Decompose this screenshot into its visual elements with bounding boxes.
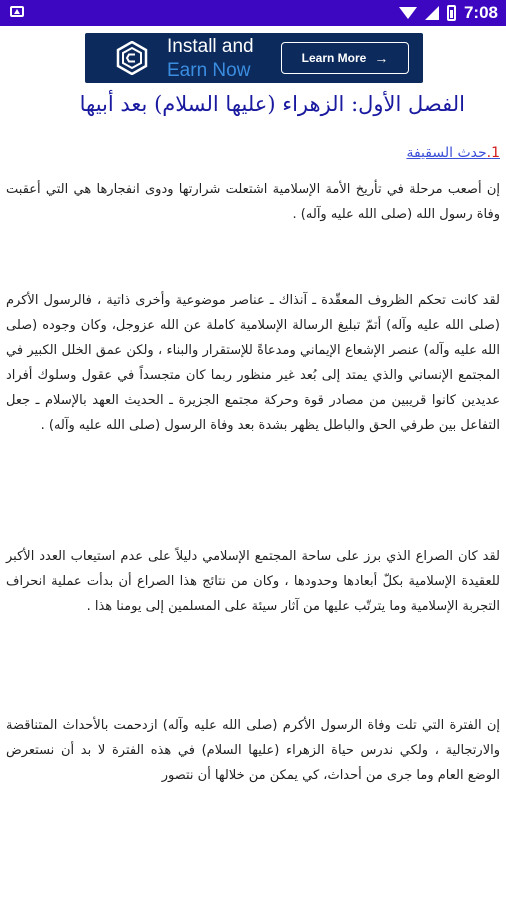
paragraph-3: لقد كان الصراع الذي برز على ساحة المجتمع الإسلامي دليلاً على عدم استيعاب العدد الأكبر للعقيدة الإسلامية بكلّ أبعادها وحدودها ، وكان من نتائج هذا الصراع أن بدأت عملية انحراف التجربة الإسلامية وما يترتّب عليها من آثار سيئة على المسلمين إلى يومنا هذا . <box>6 549 500 614</box>
wifi-icon <box>399 7 417 19</box>
section-link-label: حدث السقيفة <box>406 145 487 161</box>
signal-icon <box>425 6 439 20</box>
section-number: 1. <box>486 145 500 161</box>
paragraph-2: لقد كانت تحكم الظروف المعقّدة ـ آنذاك ـ عناصر موضوعية وأخرى ذاتية ، فالرسول الأكرم (صلى الله عليه وآله) أتمّ تبليغ الرسالة الإسلامية كاملة عن الله عزوجل، وكان وجوده (صلى الله عليه وآله) عنصر الإشعاع الإيماني ومدعاةً للإستقرار والبناء ، ولكن عمق الخلل الكبير في المجتمع الإنساني والذي يمتد إلى بُعد غير منظور ربما كان متجسداً في عقول وسلوك أفراد عديدين كانوا قريبين من مصادر قوة وحركة مجتمع الجزيرة ـ الحديث العهد بالإسلام ـ جعل التفاعل بين طرفي الحق والباطل يظهر بشدة بعد وفاة الرسول (صلى الله عليه وآله) . <box>6 293 500 433</box>
status-icons <box>399 3 498 23</box>
status-time: 7:08 <box>463 3 498 22</box>
status-bar <box>0 0 506 26</box>
ad-banner[interactable] <box>85 33 423 83</box>
paragraph-4: إن الفترة التي تلت وفاة الرسول الأكرم (صلى الله عليه وآله) ازدحمت بالأحداث المتناقضة والارتجالية ، ولكي ندرس حياة الزهراء (عليها السلام) في هذه الفترة لا بد أن نستعرض الوضع العام وما جرى من أحداث، كي يمكن من خلالها أن نتصور <box>6 718 500 783</box>
ad-line-1: Install and <box>167 36 254 57</box>
notification-icon <box>10 6 24 17</box>
section-link[interactable] <box>406 145 500 161</box>
brand-logo-icon <box>115 41 149 75</box>
learn-more-label: Learn More <box>301 51 367 65</box>
chapter-title: الفصل الأول: الزهراء (عليها السلام) بعد أبيها <box>79 92 465 116</box>
battery-icon <box>447 5 456 21</box>
learn-more-button[interactable] <box>281 42 409 74</box>
ad-headline <box>167 35 254 83</box>
ad-line-2: Earn Now <box>167 60 251 81</box>
arrow-right-icon: → <box>374 50 389 66</box>
paragraph-1: إن أصعب مرحلة في تأريخ الأمة الإسلامية اشتعلت شرارتها ودوى انفجارها هي التي أعقبت وفاة رسول الله (صلى الله عليه وآله) . <box>6 182 500 222</box>
